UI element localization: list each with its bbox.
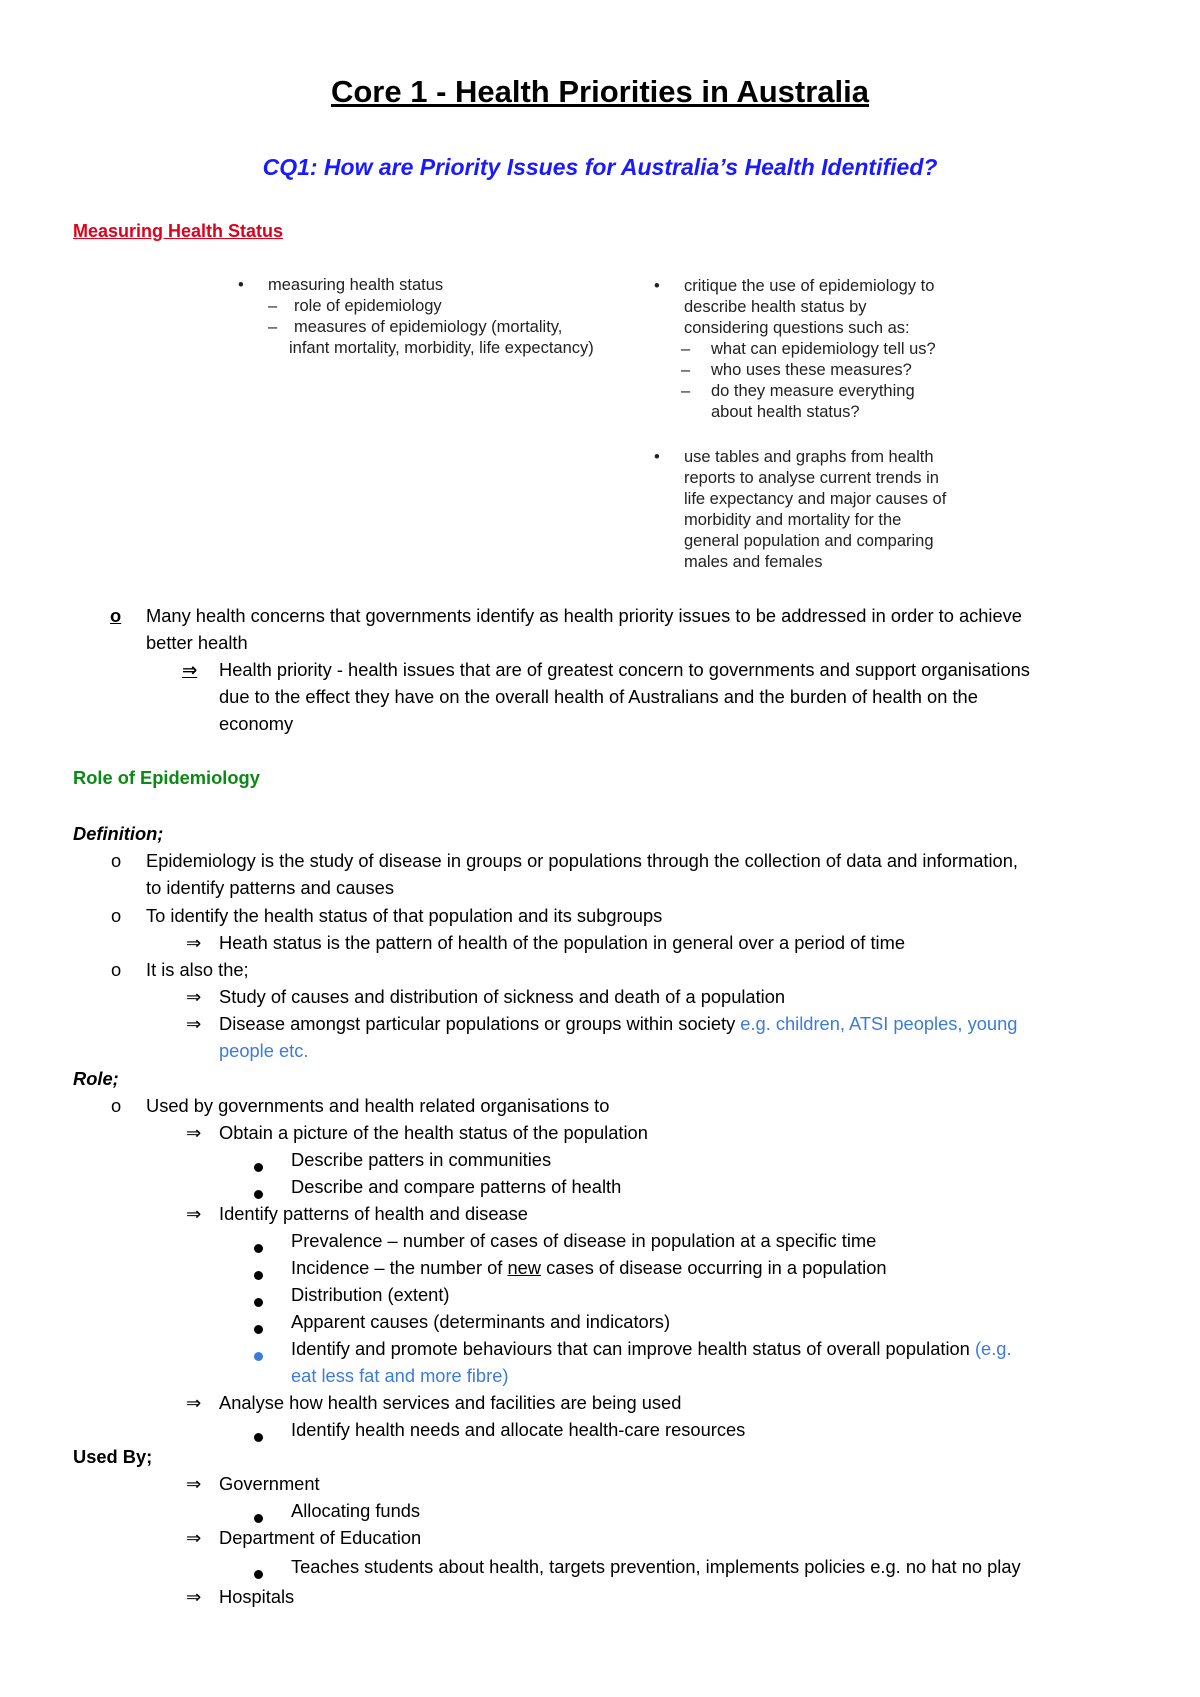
- role-item: Identify and promote behaviours that can improve health status of overall population (e.g.: [291, 1338, 1012, 1359]
- role-item: Describe patters in communities: [291, 1149, 552, 1170]
- intro-line: Many health concerns that governments identify as health priority issues to be addressed in order to achieve: [146, 605, 1022, 626]
- circle-bullet-icon: o: [111, 850, 122, 871]
- intro-line: better health: [146, 632, 248, 653]
- role-subline: Analyse how health services and facilities are being used: [219, 1392, 682, 1413]
- used-by-item: Allocating funds: [291, 1500, 421, 1521]
- definition-subline: Heath status is the pattern of health of the population in general over a period of time: [219, 932, 905, 953]
- syllabus-right-line: describe health status by: [684, 298, 867, 316]
- syllabus-left-item: – measures of epidemiology (mortality,: [268, 318, 563, 336]
- syllabus-right-line: males and females: [684, 553, 823, 571]
- intro-subline: due to the effect they have on the overall health of Australians and the burden of health on the: [219, 686, 978, 707]
- circle-bullet-icon: o: [111, 959, 122, 980]
- syllabus-left: [238, 275, 594, 359]
- syllabus-right-item: about health status?: [711, 403, 860, 421]
- used-by-line: Department of Education: [219, 1527, 422, 1548]
- arrow-icon: ⇒: [186, 1392, 202, 1413]
- definition-subline: Study of causes and distribution of sickness and death of a population: [219, 986, 786, 1007]
- role-item: Apparent causes (determinants and indicators): [291, 1311, 671, 1332]
- arrow-icon: ⇒: [186, 1473, 202, 1494]
- used-by-item: Teaches students about health, targets prevention, implements policies e.g. no hat no play: [291, 1556, 1021, 1577]
- section-heading-measuring: Measuring Health Status: [73, 221, 284, 241]
- circle-bullet-icon: o: [111, 905, 122, 926]
- intro-subline: Health priority - health issues that are of greatest concern to governments and support organisations: [219, 659, 1030, 680]
- used-by-label: Used By;: [73, 1446, 153, 1467]
- bullet-icon: •: [238, 276, 244, 294]
- bullet-icon: •: [654, 448, 660, 466]
- syllabus-right-item: – who uses these measures?: [681, 361, 912, 379]
- role-subline: Identify patterns of health and disease: [219, 1203, 528, 1224]
- definition-label: Definition;: [73, 823, 164, 844]
- bullet-icon: [254, 1263, 263, 1285]
- role-heading: Role of Epidemiology: [73, 767, 260, 788]
- syllabus-left-item: infant mortality, morbidity, life expectancy): [289, 339, 594, 357]
- syllabus-right-line: general population and comparing: [684, 532, 934, 550]
- bullet-icon: [254, 1236, 263, 1258]
- role-item: Distribution (extent): [291, 1284, 450, 1305]
- page-title: [0, 74, 1200, 110]
- bullet-icon: [254, 1562, 263, 1584]
- syllabus-right-item: – what can epidemiology tell us?: [681, 340, 936, 358]
- syllabus-right-line: reports to analyse current trends in: [684, 469, 939, 487]
- syllabus-right-2: [654, 447, 947, 573]
- bullet-icon: [254, 1290, 263, 1312]
- role-item: Incidence – the number of new cases of disease occurring in a population: [291, 1257, 887, 1278]
- used-by-line: Hospitals: [219, 1586, 295, 1607]
- circle-bullet-icon: o: [110, 605, 122, 626]
- used-by-line: Government: [219, 1473, 320, 1494]
- definition-line: to identify patterns and causes: [146, 877, 394, 898]
- syllabus-right-line: morbidity and mortality for the: [684, 511, 902, 529]
- core-question: CQ1: How are Priority Issues for Australia’s Health Identified?: [262, 154, 938, 180]
- circle-bullet-icon: o: [111, 1095, 122, 1116]
- arrow-icon: ⇒: [186, 1203, 202, 1224]
- syllabus-right-line: considering questions such as:: [684, 319, 910, 337]
- role-line: Used by governments and health related organisations to: [146, 1095, 610, 1116]
- definition-subline: Disease amongst particular populations or groups within society e.g. children, ATSI peoples, young: [219, 1013, 1018, 1034]
- role-item: Identify health needs and allocate health-care resources: [291, 1419, 746, 1440]
- arrow-icon: ⇒: [186, 932, 202, 953]
- arrow-icon: ⇒: [182, 659, 198, 680]
- definition-subline: people etc.: [219, 1040, 309, 1061]
- syllabus-left-item: – role of epidemiology: [268, 297, 442, 315]
- syllabus-right-line: • critique the use of epidemiology to: [654, 277, 935, 295]
- page-title-text: Core 1 - Health Priorities in Australia: [330, 74, 870, 109]
- role-label: Role;: [73, 1068, 119, 1089]
- syllabus-right-1: [654, 276, 936, 423]
- bullet-icon: [254, 1425, 263, 1447]
- syllabus-right-item: – do they measure everything: [681, 382, 915, 400]
- role-item: eat less fat and more fibre): [291, 1365, 509, 1386]
- definition-line: To identify the health status of that population and its subgroups: [146, 905, 663, 926]
- arrow-icon: ⇒: [186, 1527, 202, 1548]
- role-subline: Obtain a picture of the health status of the population: [219, 1122, 648, 1143]
- definition-line: Epidemiology is the study of disease in groups or populations through the collection of data and information,: [146, 850, 1018, 871]
- bullet-icon: [254, 1344, 263, 1366]
- definition-line: It is also the;: [146, 959, 249, 980]
- syllabus-left-bullet: • measuring health status: [238, 276, 444, 294]
- arrow-icon: ⇒: [186, 1122, 202, 1143]
- bullet-icon: [254, 1317, 263, 1339]
- arrow-icon: ⇒: [186, 1013, 202, 1034]
- arrow-icon: ⇒: [186, 986, 202, 1007]
- bullet-icon: [254, 1155, 263, 1177]
- bullet-icon: •: [654, 277, 660, 295]
- role-item: Describe and compare patterns of health: [291, 1176, 622, 1197]
- arrow-icon: ⇒: [186, 1586, 202, 1607]
- syllabus-right-line: • use tables and graphs from health: [654, 448, 934, 466]
- role-item: Prevalence – number of cases of disease in population at a specific time: [291, 1230, 877, 1251]
- syllabus-right-line: life expectancy and major causes of: [684, 490, 947, 508]
- intro-subline: economy: [219, 713, 294, 734]
